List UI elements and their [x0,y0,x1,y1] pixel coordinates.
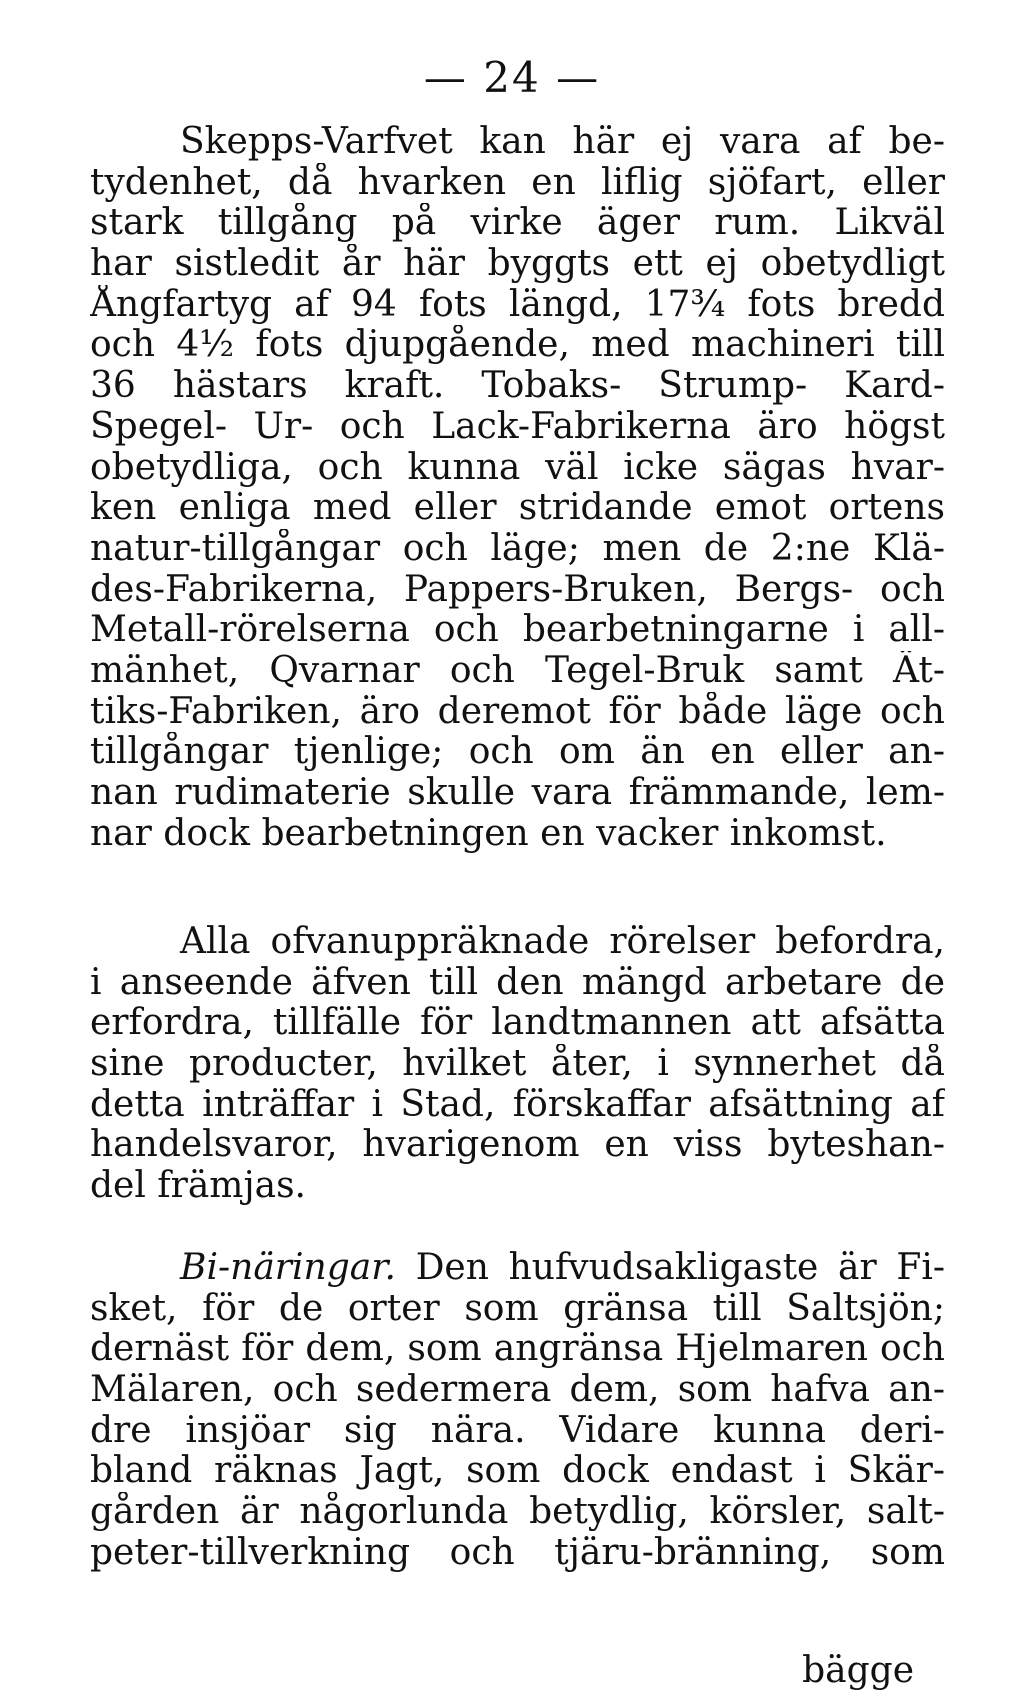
text-line: och 4½ fots djupgående, med machineri till [90,325,945,366]
text-line: obetydliga, och kunna väl icke sägas hvar- [90,447,945,488]
text-line: bland räknas Jagt, som dock endast i Skär- [90,1451,945,1492]
text-line: des-Fabrikerna, Pappers-Bruken, Bergs- och [90,569,945,610]
text-line: dre insjöar sig nära. Vidare kunna deri- [90,1410,945,1451]
text-line [90,1248,945,1289]
text-line: nan rudimaterie skulle vara främmande, lem- [90,773,945,813]
text-line: del främjas. [90,1166,306,1207]
text-line: Spegel- Ur- och Lack-Fabrikerna äro högst [90,406,945,447]
catchword: bägge [802,1650,914,1691]
text-line: Alla ofvanuppräknade rörelser befordra, [180,922,945,962]
text-line: Mälaren, och sedermera dem, som hafva an- [90,1370,945,1411]
text-line: sine producter, hvilket åter, i synnerhet då [90,1044,945,1085]
text-line: peter-tillverkning och tjäru-bränning, som [90,1532,945,1573]
paragraph-trade [90,922,945,1207]
paragraph-shipyard [90,122,945,854]
text-line: ken enliga med eller stridande emot ortens [90,488,945,529]
text-line: 36 hästars kraft. Tobaks- Strump- Kard- [90,366,945,407]
text-line: handelsvaror, hvarigenom en viss byteshan- [90,1125,945,1166]
text-line: stark tillgång på virke äger rum. Likväl [90,203,945,244]
text-line: sket, för de orter som gränsa till Saltsjön; [90,1288,945,1329]
text-line: mänhet, Qvarnar och Tegel-Bruk samt Ät- [90,650,945,691]
text-line: erfordra, tillfälle för landtmannen att afsätta [90,1003,945,1044]
section-heading: Bi-näringar. [180,1248,396,1288]
text-line: nar dock bearbetningen en vacker inkomst. [90,813,887,854]
text-line: dernäst för dem, som angränsa Hjelmaren och [90,1329,945,1370]
text-line: i anseende äfven till den mängd arbetare de [90,962,945,1003]
paragraph-side-trades [90,1248,945,1574]
text-line: natur-tillgångar och läge; men de 2:ne Klä- [90,528,945,569]
text-line: tillgångar tjenlige; och om än en eller an- [90,732,945,773]
text-line: tydenhet, då hvarken en liflig sjöfart, eller [90,162,945,203]
text-line: Metall-rörelserna och bearbetningarne i all- [90,610,945,651]
text-line: detta inträffar i Stad, förskaffar afsättning af [90,1084,945,1125]
text-line: gården är någorlunda betydlig, körsler, salt- [90,1492,945,1533]
text-line: tiks-Fabriken, äro deremot för både läge och [90,691,945,732]
page-number-header: — 24 — [423,53,601,102]
text-line: har sistledit år här byggts ett ej obetydligt [90,244,945,285]
text-line: Skepps-Varfvet kan här ej vara af be- [180,122,945,162]
text-run: Den hufvudsakligaste är Fi- [415,1248,945,1288]
text-line: Ångfartyg af 94 fots längd, 17¾ fots bredd [90,284,945,325]
